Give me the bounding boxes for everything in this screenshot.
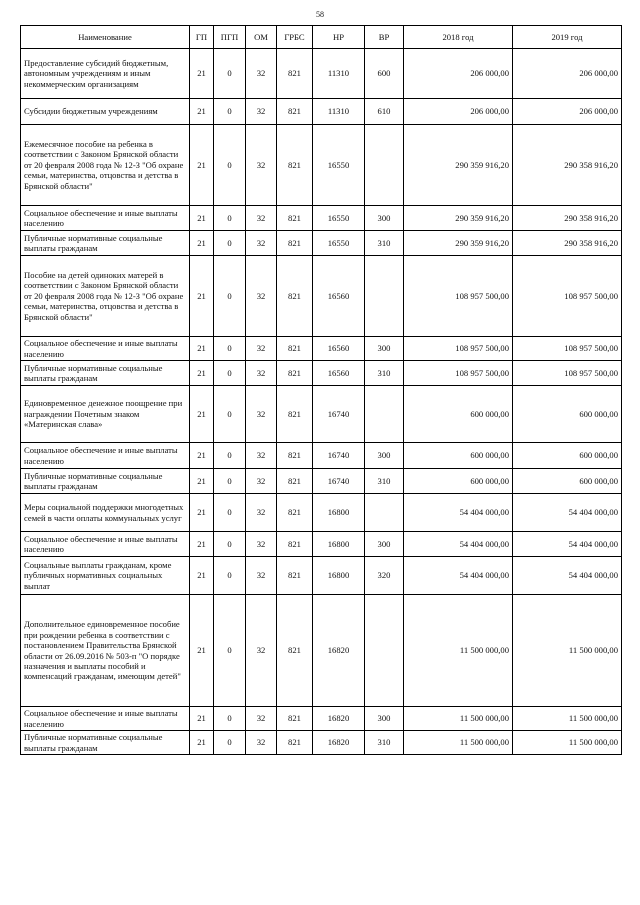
row-gp-cell: 21 xyxy=(190,557,214,595)
row-pgp-cell: 0 xyxy=(214,532,246,557)
row-pgp-cell: 0 xyxy=(214,99,246,125)
header-pgp: ПГП xyxy=(214,26,246,49)
row-2018-cell: 11 500 000,00 xyxy=(404,595,513,707)
row-2018-cell: 290 359 916,20 xyxy=(404,125,513,206)
table-row xyxy=(21,49,622,99)
row-2018-cell: 108 957 500,00 xyxy=(404,361,513,386)
row-2019-cell: 11 500 000,00 xyxy=(513,595,622,707)
row-nr-cell: 16560 xyxy=(313,256,365,337)
row-pgp-cell: 0 xyxy=(214,595,246,707)
row-om-cell: 32 xyxy=(246,557,277,595)
table-row xyxy=(21,494,622,532)
row-name-cell: Субсидии бюджетным учреждениям xyxy=(21,99,190,125)
row-vr-cell xyxy=(365,125,404,206)
row-nr-cell: 16560 xyxy=(313,361,365,386)
row-pgp-cell: 0 xyxy=(214,206,246,231)
row-vr-cell xyxy=(365,386,404,443)
row-gp-cell: 21 xyxy=(190,731,214,755)
row-nr-cell: 16740 xyxy=(313,469,365,494)
table-row xyxy=(21,557,622,595)
row-name-cell: Публичные нормативные социальные выплаты гражданам xyxy=(21,731,190,755)
table-row xyxy=(21,469,622,494)
row-pgp-cell: 0 xyxy=(214,707,246,731)
row-grbs-cell: 821 xyxy=(277,731,313,755)
row-gp-cell: 21 xyxy=(190,707,214,731)
row-2019-cell: 54 404 000,00 xyxy=(513,532,622,557)
row-grbs-cell: 821 xyxy=(277,707,313,731)
row-om-cell: 32 xyxy=(246,443,277,469)
table-row xyxy=(21,443,622,469)
row-2018-cell: 206 000,00 xyxy=(404,49,513,99)
row-2019-cell: 290 358 916,20 xyxy=(513,231,622,256)
row-name-cell: Публичные нормативные социальные выплаты гражданам xyxy=(21,361,190,386)
row-name-cell: Социальное обеспечение и иные выплаты населению xyxy=(21,532,190,557)
row-vr-cell: 320 xyxy=(365,557,404,595)
row-om-cell: 32 xyxy=(246,206,277,231)
row-gp-cell: 21 xyxy=(190,231,214,256)
row-2018-cell: 108 957 500,00 xyxy=(404,337,513,361)
row-name-cell: Социальное обеспечение и иные выплаты населению xyxy=(21,337,190,361)
row-name-cell: Социальное обеспечение и иные выплаты населению xyxy=(21,206,190,231)
table-row xyxy=(21,337,622,361)
row-2019-cell: 54 404 000,00 xyxy=(513,557,622,595)
table-row xyxy=(21,256,622,337)
row-gp-cell: 21 xyxy=(190,125,214,206)
row-pgp-cell: 0 xyxy=(214,443,246,469)
row-om-cell: 32 xyxy=(246,595,277,707)
row-gp-cell: 21 xyxy=(190,443,214,469)
header-nr: НР xyxy=(313,26,365,49)
row-grbs-cell: 821 xyxy=(277,99,313,125)
row-gp-cell: 21 xyxy=(190,361,214,386)
row-nr-cell: 16820 xyxy=(313,707,365,731)
table-row xyxy=(21,125,622,206)
row-nr-cell: 16550 xyxy=(313,231,365,256)
row-2018-cell: 290 359 916,20 xyxy=(404,206,513,231)
row-name-cell: Дополнительное единовременное пособие при рождении ребенка в соответствии с постановлением Правительства Брянской области от 26.09.2016 № 503-п "О порядке назначения и выплаты пособий и компенсаций гражданам, имеющим детей" xyxy=(21,595,190,707)
row-2019-cell: 290 358 916,20 xyxy=(513,125,622,206)
row-vr-cell: 300 xyxy=(365,206,404,231)
row-2018-cell: 54 404 000,00 xyxy=(404,532,513,557)
row-2019-cell: 108 957 500,00 xyxy=(513,361,622,386)
row-grbs-cell: 821 xyxy=(277,125,313,206)
row-grbs-cell: 821 xyxy=(277,337,313,361)
row-2018-cell: 11 500 000,00 xyxy=(404,707,513,731)
row-gp-cell: 21 xyxy=(190,386,214,443)
row-name-cell: Социальное обеспечение и иные выплаты населению xyxy=(21,707,190,731)
header-gp: ГП xyxy=(190,26,214,49)
table-row xyxy=(21,206,622,231)
row-vr-cell: 300 xyxy=(365,707,404,731)
table-header-row xyxy=(21,26,622,49)
row-2018-cell: 206 000,00 xyxy=(404,99,513,125)
row-grbs-cell: 821 xyxy=(277,557,313,595)
row-2019-cell: 600 000,00 xyxy=(513,386,622,443)
row-pgp-cell: 0 xyxy=(214,337,246,361)
row-2019-cell: 600 000,00 xyxy=(513,469,622,494)
row-nr-cell: 16560 xyxy=(313,337,365,361)
row-om-cell: 32 xyxy=(246,125,277,206)
table-row xyxy=(21,99,622,125)
row-om-cell: 32 xyxy=(246,707,277,731)
row-2018-cell: 600 000,00 xyxy=(404,469,513,494)
row-2019-cell: 206 000,00 xyxy=(513,99,622,125)
row-grbs-cell: 821 xyxy=(277,443,313,469)
table-row xyxy=(21,707,622,731)
header-grbs: ГРБС xyxy=(277,26,313,49)
row-grbs-cell: 821 xyxy=(277,494,313,532)
row-gp-cell: 21 xyxy=(190,595,214,707)
row-gp-cell: 21 xyxy=(190,532,214,557)
row-vr-cell: 310 xyxy=(365,361,404,386)
row-vr-cell: 310 xyxy=(365,469,404,494)
row-pgp-cell: 0 xyxy=(214,256,246,337)
row-pgp-cell: 0 xyxy=(214,557,246,595)
header-vr: ВР xyxy=(365,26,404,49)
header-2019: 2019 год xyxy=(513,26,622,49)
row-om-cell: 32 xyxy=(246,99,277,125)
row-vr-cell: 610 xyxy=(365,99,404,125)
row-vr-cell: 310 xyxy=(365,731,404,755)
row-2019-cell: 600 000,00 xyxy=(513,443,622,469)
row-nr-cell: 16740 xyxy=(313,386,365,443)
row-name-cell: Публичные нормативные социальные выплаты гражданам xyxy=(21,231,190,256)
row-nr-cell: 16800 xyxy=(313,494,365,532)
row-grbs-cell: 821 xyxy=(277,595,313,707)
row-om-cell: 32 xyxy=(246,469,277,494)
row-pgp-cell: 0 xyxy=(214,125,246,206)
row-om-cell: 32 xyxy=(246,361,277,386)
table-row xyxy=(21,731,622,755)
row-2018-cell: 54 404 000,00 xyxy=(404,494,513,532)
row-grbs-cell: 821 xyxy=(277,256,313,337)
row-pgp-cell: 0 xyxy=(214,469,246,494)
row-om-cell: 32 xyxy=(246,731,277,755)
row-gp-cell: 21 xyxy=(190,469,214,494)
header-om: ОМ xyxy=(246,26,277,49)
row-nr-cell: 11310 xyxy=(313,99,365,125)
row-pgp-cell: 0 xyxy=(214,731,246,755)
row-grbs-cell: 821 xyxy=(277,361,313,386)
row-nr-cell: 16550 xyxy=(313,206,365,231)
row-name-cell: Публичные нормативные социальные выплаты гражданам xyxy=(21,469,190,494)
row-name-cell: Социальные выплаты гражданам, кроме публичных нормативных социальных выплат xyxy=(21,557,190,595)
row-gp-cell: 21 xyxy=(190,49,214,99)
row-vr-cell xyxy=(365,256,404,337)
budget-table xyxy=(20,25,622,755)
header-name: Наименование xyxy=(21,26,190,49)
row-gp-cell: 21 xyxy=(190,99,214,125)
row-2019-cell: 54 404 000,00 xyxy=(513,494,622,532)
header-2018: 2018 год xyxy=(404,26,513,49)
row-name-cell: Пособие на детей одиноких матерей в соответствии с Законом Брянской области от 20 февраля 2008 года № 12-З "Об охране семьи, материнства, отцовства и детства в Брянской области" xyxy=(21,256,190,337)
row-grbs-cell: 821 xyxy=(277,532,313,557)
row-gp-cell: 21 xyxy=(190,256,214,337)
row-2018-cell: 108 957 500,00 xyxy=(404,256,513,337)
row-om-cell: 32 xyxy=(246,532,277,557)
row-vr-cell: 310 xyxy=(365,231,404,256)
row-pgp-cell: 0 xyxy=(214,361,246,386)
row-2019-cell: 108 957 500,00 xyxy=(513,256,622,337)
row-vr-cell xyxy=(365,494,404,532)
row-2018-cell: 290 359 916,20 xyxy=(404,231,513,256)
row-name-cell: Социальное обеспечение и иные выплаты населению xyxy=(21,443,190,469)
page-number: 58 xyxy=(316,10,324,19)
row-gp-cell: 21 xyxy=(190,337,214,361)
row-grbs-cell: 821 xyxy=(277,49,313,99)
row-pgp-cell: 0 xyxy=(214,49,246,99)
row-vr-cell: 300 xyxy=(365,532,404,557)
row-vr-cell: 300 xyxy=(365,443,404,469)
row-nr-cell: 11310 xyxy=(313,49,365,99)
row-pgp-cell: 0 xyxy=(214,231,246,256)
row-om-cell: 32 xyxy=(246,231,277,256)
row-vr-cell: 600 xyxy=(365,49,404,99)
row-nr-cell: 16800 xyxy=(313,532,365,557)
row-vr-cell: 300 xyxy=(365,337,404,361)
row-om-cell: 32 xyxy=(246,49,277,99)
row-om-cell: 32 xyxy=(246,494,277,532)
table-row xyxy=(21,361,622,386)
table-row xyxy=(21,231,622,256)
table-row xyxy=(21,595,622,707)
row-om-cell: 32 xyxy=(246,386,277,443)
row-name-cell: Меры социальной поддержки многодетных семей в части оплаты коммунальных услуг xyxy=(21,494,190,532)
row-grbs-cell: 821 xyxy=(277,231,313,256)
row-om-cell: 32 xyxy=(246,337,277,361)
row-vr-cell xyxy=(365,595,404,707)
row-2018-cell: 11 500 000,00 xyxy=(404,731,513,755)
table-row xyxy=(21,532,622,557)
row-2018-cell: 600 000,00 xyxy=(404,386,513,443)
row-nr-cell: 16740 xyxy=(313,443,365,469)
row-nr-cell: 16820 xyxy=(313,731,365,755)
row-gp-cell: 21 xyxy=(190,206,214,231)
row-nr-cell: 16800 xyxy=(313,557,365,595)
row-grbs-cell: 821 xyxy=(277,469,313,494)
row-name-cell: Ежемесячное пособие на ребенка в соответствии с Законом Брянской области от 20 февраля 2008 года № 12-З "Об охране семьи, материнства, отцовства и детства в Брянской области" xyxy=(21,125,190,206)
row-grbs-cell: 821 xyxy=(277,206,313,231)
row-gp-cell: 21 xyxy=(190,494,214,532)
row-om-cell: 32 xyxy=(246,256,277,337)
row-nr-cell: 16550 xyxy=(313,125,365,206)
row-2018-cell: 54 404 000,00 xyxy=(404,557,513,595)
row-name-cell: Предоставление субсидий бюджетным, автономным учреждениям и иным некоммерческим организациям xyxy=(21,49,190,99)
row-2019-cell: 290 358 916,20 xyxy=(513,206,622,231)
row-2019-cell: 108 957 500,00 xyxy=(513,337,622,361)
row-pgp-cell: 0 xyxy=(214,386,246,443)
row-2019-cell: 11 500 000,00 xyxy=(513,731,622,755)
row-name-cell: Единовременное денежное поощрение при награждении Почетным знаком «Материнская слава» xyxy=(21,386,190,443)
table-row xyxy=(21,386,622,443)
row-nr-cell: 16820 xyxy=(313,595,365,707)
row-2019-cell: 206 000,00 xyxy=(513,49,622,99)
row-2018-cell: 600 000,00 xyxy=(404,443,513,469)
row-grbs-cell: 821 xyxy=(277,386,313,443)
row-pgp-cell: 0 xyxy=(214,494,246,532)
row-2019-cell: 11 500 000,00 xyxy=(513,707,622,731)
